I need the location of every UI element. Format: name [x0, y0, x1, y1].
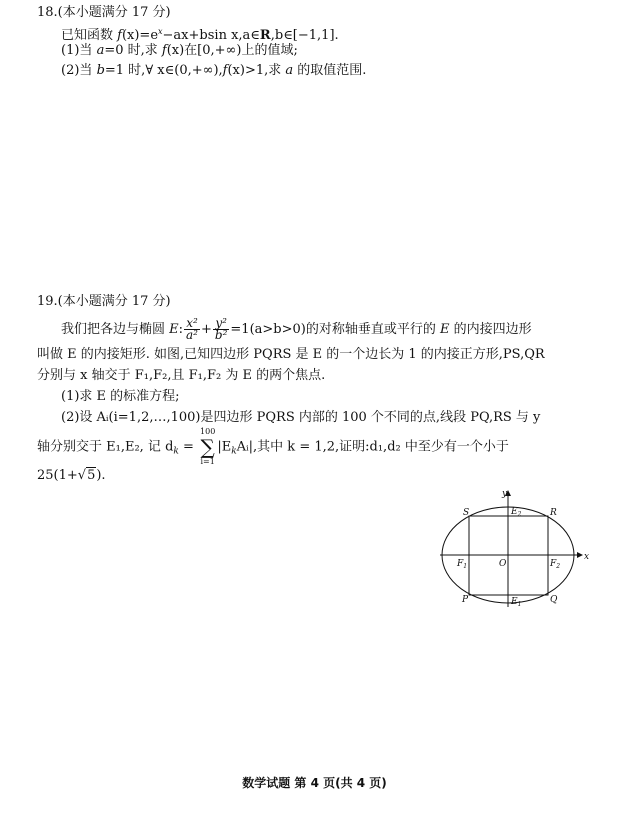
sub-k: k	[231, 446, 237, 457]
q19-part2: (2)设 Aᵢ(i=1,2,…,100)是四边形 PQRS 内部的 100 个不同的点,线段 PQ,RS 与 y	[61, 410, 541, 425]
label-E1: $E_1$	[511, 597, 522, 608]
q18-heading: 18.(本小题满分 17 分)	[37, 5, 171, 20]
label-F2: $F_2$	[550, 559, 561, 570]
page-footer: 数学试题 第 4 页(共 4 页)	[242, 776, 387, 790]
label-Q: Q	[550, 595, 558, 605]
q19-line6: 轴分别交于 E₁,E₂, 记 $d_k$ = 100 ∑ i=1 $|E_kAᵢ|$,其中 k = 1,2,证明:d₁,d₂ 中至少有一个小于	[37, 427, 509, 466]
q19-line1: 我们把各边与椭圆 E: $\frac{\text{x²}}{\text{a²}}$ + $\frac{\text{y²}}{\text{b²}}$ =1(a>b>0)的对称轴垂直或平行的 E 的内接四边形	[61, 316, 532, 342]
label-O: O	[499, 559, 507, 569]
fraction-y2-b2: $\frac{\text{y²}}{\text{b²}}$	[214, 316, 228, 342]
summation-symbol: 100 ∑ i=1	[200, 427, 216, 466]
q19-part1: (1)求 E 的标准方程;	[61, 389, 180, 404]
q18-part1: (1)当 a=0 时,求 f(x)在[0,+∞)上的值域;	[61, 43, 298, 58]
q19-heading: 19.(本小题满分 17 分)	[37, 294, 171, 309]
label-R: R	[550, 508, 557, 518]
q19-line7: 25(1+√5).	[37, 468, 106, 483]
q19-line2: 叫做 E 的内接矩形. 如图,已知四边形 PQRS 是 E 的一个边长为 1 的内接正方形,PS,QR	[37, 347, 545, 362]
label-P: P	[462, 595, 469, 605]
label-E2: $E_2$	[511, 507, 522, 518]
q18-part2: (2)当 b=1 时,∀ x∈(0,+∞),f(x)>1,求 a 的取值范围.	[61, 63, 367, 78]
label-F1: $F_1$	[457, 559, 468, 570]
label-y: y	[502, 489, 508, 499]
ellipse-square-figure	[438, 486, 598, 611]
q18-stem: 已知函数 $f(x)=e^x-ax+bsin$ x,a∈R,b∈[−1,1].	[61, 27, 339, 43]
q19-line3: 分别与 x 轴交于 F₁,F₂,且 F₁,F₂ 为 E 的两个焦点.	[37, 368, 326, 383]
label-x: x	[584, 552, 590, 562]
label-S: S	[463, 508, 470, 518]
fraction-x2-a2: $\frac{\text{x²}}{\text{a²}}$	[186, 316, 198, 342]
